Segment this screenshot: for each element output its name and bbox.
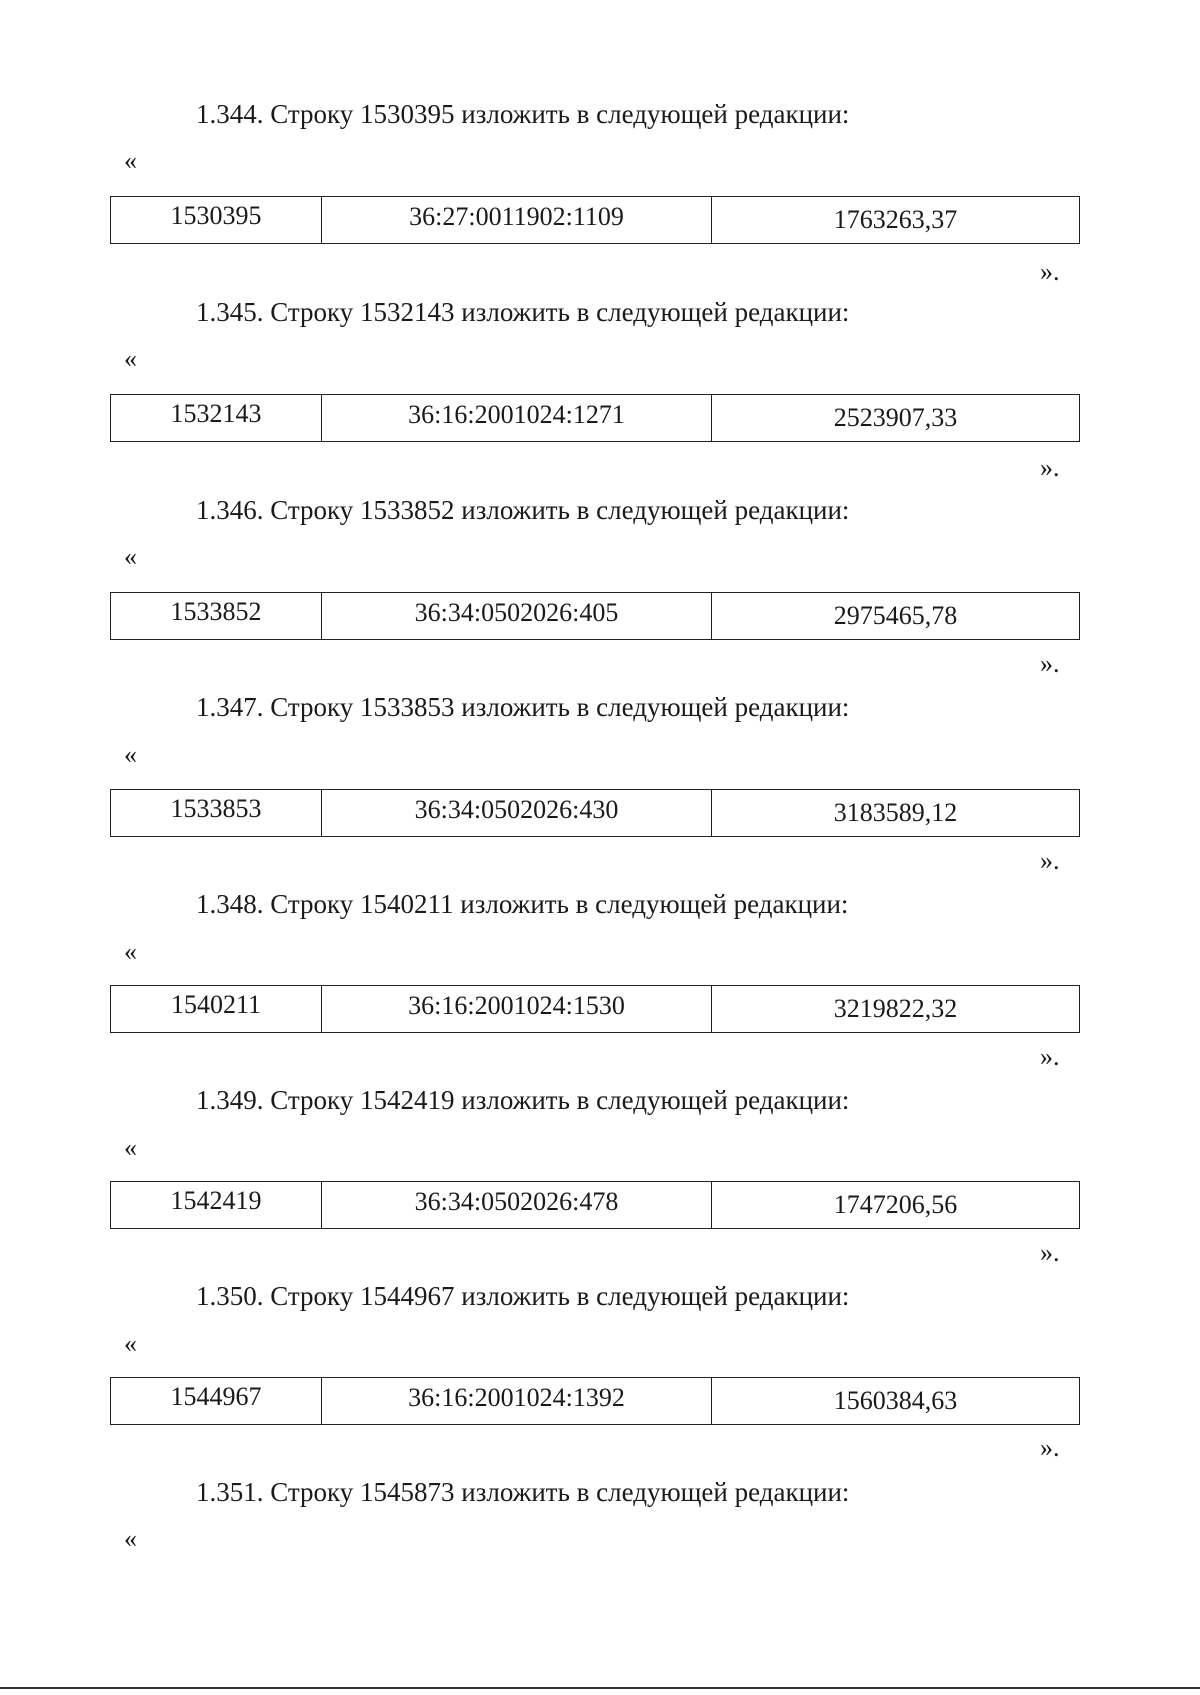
- value-cell: 3183589,12: [833, 798, 958, 827]
- row-number-cell: 1532143: [111, 395, 322, 441]
- table-row: [110, 789, 1080, 837]
- opening-quote: «: [124, 937, 137, 966]
- table-row: [110, 592, 1080, 640]
- row-number-cell: 1544967: [111, 1378, 322, 1424]
- cadastral-number-cell: 36:34:0502026:405: [322, 593, 712, 639]
- value-cell: 1560384,63: [833, 1386, 958, 1415]
- row-number-cell: 1533852: [111, 593, 322, 639]
- value-cell: 2523907,33: [833, 403, 958, 432]
- table-row: [110, 985, 1080, 1033]
- amendment-heading: 1.350. Строку 1544967 изложить в следующей редакции:: [196, 1281, 850, 1311]
- table-row: [110, 1181, 1080, 1229]
- cadastral-number-cell: 36:34:0502026:478: [322, 1182, 712, 1228]
- table-row: [110, 394, 1080, 442]
- closing-quote: ».: [1040, 1433, 1060, 1462]
- table-row: [110, 196, 1080, 244]
- value-cell: 1747206,56: [833, 1190, 958, 1219]
- closing-quote: ».: [1040, 257, 1060, 286]
- cadastral-number-cell: 36:27:0011902:1109: [322, 197, 712, 243]
- closing-quote: ».: [1040, 649, 1060, 678]
- value-cell: 1763263,37: [833, 205, 958, 234]
- page-bottom-rule: [0, 1687, 1200, 1689]
- row-number-cell: 1540211: [111, 986, 322, 1032]
- amendment-heading: 1.347. Строку 1533853 изложить в следующей редакции:: [196, 692, 850, 722]
- row-number-cell: 1542419: [111, 1182, 322, 1228]
- amendment-heading: 1.344. Строку 1530395 изложить в следующей редакции:: [196, 99, 850, 129]
- amendment-heading: 1.348. Строку 1540211 изложить в следующей редакции:: [196, 889, 849, 919]
- amendment-heading: 1.351. Строку 1545873 изложить в следующей редакции:: [196, 1477, 850, 1507]
- opening-quote: «: [124, 542, 137, 571]
- opening-quote: «: [124, 1524, 137, 1553]
- opening-quote: «: [124, 1133, 137, 1162]
- closing-quote: ».: [1040, 1042, 1060, 1071]
- opening-quote: «: [124, 146, 137, 175]
- cadastral-number-cell: 36:16:2001024:1530: [322, 986, 712, 1032]
- cadastral-number-cell: 36:16:2001024:1271: [322, 395, 712, 441]
- cadastral-number-cell: 36:16:2001024:1392: [322, 1378, 712, 1424]
- closing-quote: ».: [1040, 453, 1060, 482]
- table-row: [110, 1377, 1080, 1425]
- value-cell: 3219822,32: [833, 994, 958, 1023]
- row-number-cell: 1530395: [111, 197, 322, 243]
- closing-quote: ».: [1040, 1238, 1060, 1267]
- amendment-heading: 1.345. Строку 1532143 изложить в следующей редакции:: [196, 297, 850, 327]
- amendment-heading: 1.346. Строку 1533852 изложить в следующей редакции:: [196, 495, 850, 525]
- opening-quote: «: [124, 740, 137, 769]
- row-number-cell: 1533853: [111, 790, 322, 836]
- amendment-heading: 1.349. Строку 1542419 изложить в следующей редакции:: [196, 1085, 850, 1115]
- value-cell: 2975465,78: [833, 601, 958, 630]
- cadastral-number-cell: 36:34:0502026:430: [322, 790, 712, 836]
- opening-quote: «: [124, 1329, 137, 1358]
- closing-quote: ».: [1040, 846, 1060, 875]
- opening-quote: «: [124, 344, 137, 373]
